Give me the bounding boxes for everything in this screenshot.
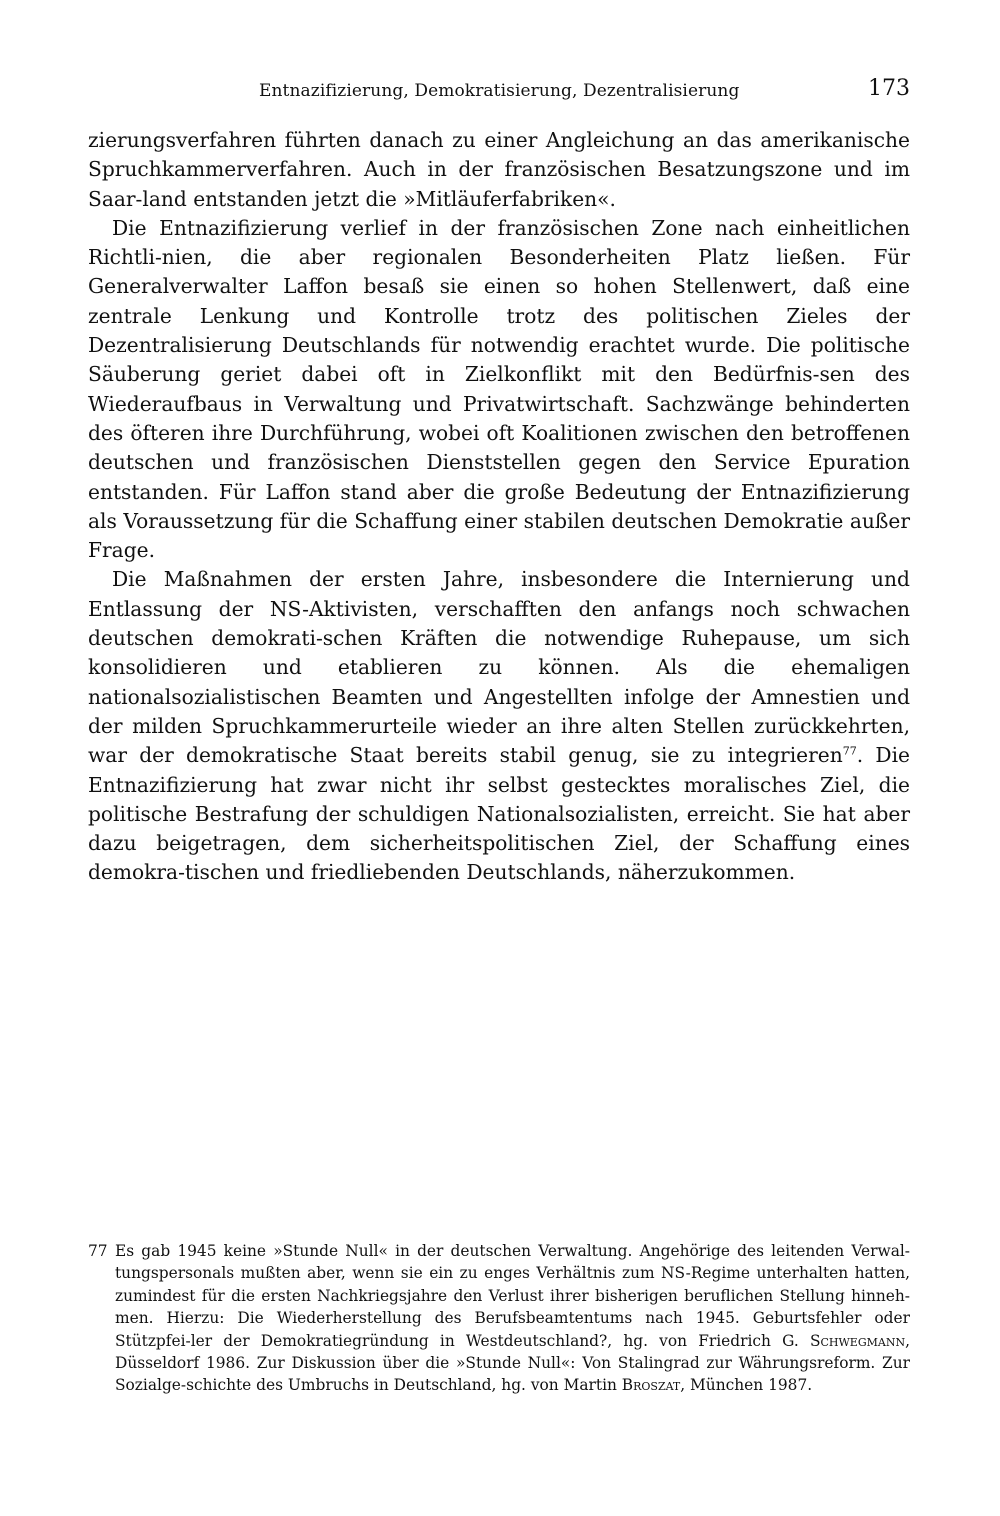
- running-head: [86, 76, 910, 106]
- paragraph-measures: [88, 565, 910, 887]
- paragraph-continuation: zierungsverfahren führten danach zu einer Angleichung an das amerikanische Spruchkammerverfahren. Auch in der französischen Besatzungszone und im Saar-land entstanden jetzt die »Mitläuferfabriken«.: [88, 128, 910, 211]
- footnote-author-schwegmann: Schwegmann: [809, 1331, 906, 1350]
- footnote-number: 77: [88, 1242, 108, 1260]
- footnote-text-part-3: , München 1987.: [680, 1376, 813, 1395]
- footnote-text-part-2: , Düsseldorf 1986. Zur Diskussion über die »Stunde Null«: Von Stalingrad zur Währungsreform. Zur Sozialge-schichte des Umbruchs in Deutschland, hg. von Martin: [115, 1331, 910, 1395]
- footnotes-section: [88, 1240, 910, 1397]
- running-head-title: Entnazifizierung, Demokratisierung, Dezentralisierung: [259, 81, 740, 101]
- footnote-reference-77[interactable]: 77: [842, 744, 857, 758]
- footnote-text-part-1: Es gab 1945 keine »Stunde Null« in der deutschen Verwaltung. Angehörige des leitenden Verwal-tungspersonals mußten aber, wenn sie ein zu enges Verhältnis zum NS-Regime unterhalten hatten, zumindest für die ersten Nachkriegsjahre den Verlust ihrer bisherigen beruflichen Stellung hinneh-men. Hierzu: Die Wiederherstellung des Berufsbeamtentums nach 1945. Geburtsfehler oder Stützpfei-ler der Demokratiegründung in Westdeutschland?, hg. von Friedrich G.: [115, 1242, 910, 1350]
- paragraph-laffon: Die Entnazifizierung verlief in der französischen Zone nach einheitlichen Richtli-nien, die aber regionalen Besonderheiten Platz ließen. Für Generalverwalter Laffon besaß sie einen so hohen Stellenwert, daß eine zentrale Lenkung und Kontrolle trotz des politischen Zieles der Dezentralisierung Deutschlands für notwendig erachtet wurde. Die politische Säuberung geriet dabei oft in Zielkonflikt mit den Bedürfnis-sen des Wiederaufbaus in Verwaltung und Privatwirtschaft. Sachzwänge behinderten des öfteren ihre Durchführung, wobei oft Koalitionen zwischen den betroffenen deutschen und französischen Dienststellen gegen den Service Epuration entstanden. Für Laffon stand aber die große Bedeutung der Entnazifizierung als Voraussetzung für die Schaffung einer stabilen deutschen Demokratie außer Frage.: [88, 215, 910, 563]
- footnote-author-broszat: Broszat: [621, 1376, 681, 1395]
- paragraph-measures-text-after-note: . Die Entnazifizierung hat zwar nicht ihr selbst gestecktes moralisches Ziel, die politische Bestrafung der schuldigen Nationalsozialisten, erreicht. Sie hat aber dazu beigetragen, dem sicherheitspolitischen Ziel, der Schaffung eines demokra-tischen und friedliebenden Deutschlands, näherzukommen.: [88, 743, 910, 885]
- footnote-77: [88, 1240, 910, 1397]
- paragraph-measures-text-before-note: Die Maßnahmen der ersten Jahre, insbesondere die Internierung und Entlassung der NS-Aktivisten, verschafften den anfangs noch schwachen deutschen demokrati-schen Kräften die notwendige Ruhepause, um sich konsolidieren und etablieren zu können. Als die ehemaligen nationalsozialistischen Beamten und Angestellten infolge der Amnestien und der milden Spruchkammerurteile wieder an ihre alten Stellen zurückkehrten, war der demokratische Staat bereits stabil genug, sie zu integrieren: [88, 567, 910, 768]
- body-text: [88, 126, 910, 888]
- page-number: 173: [868, 76, 910, 101]
